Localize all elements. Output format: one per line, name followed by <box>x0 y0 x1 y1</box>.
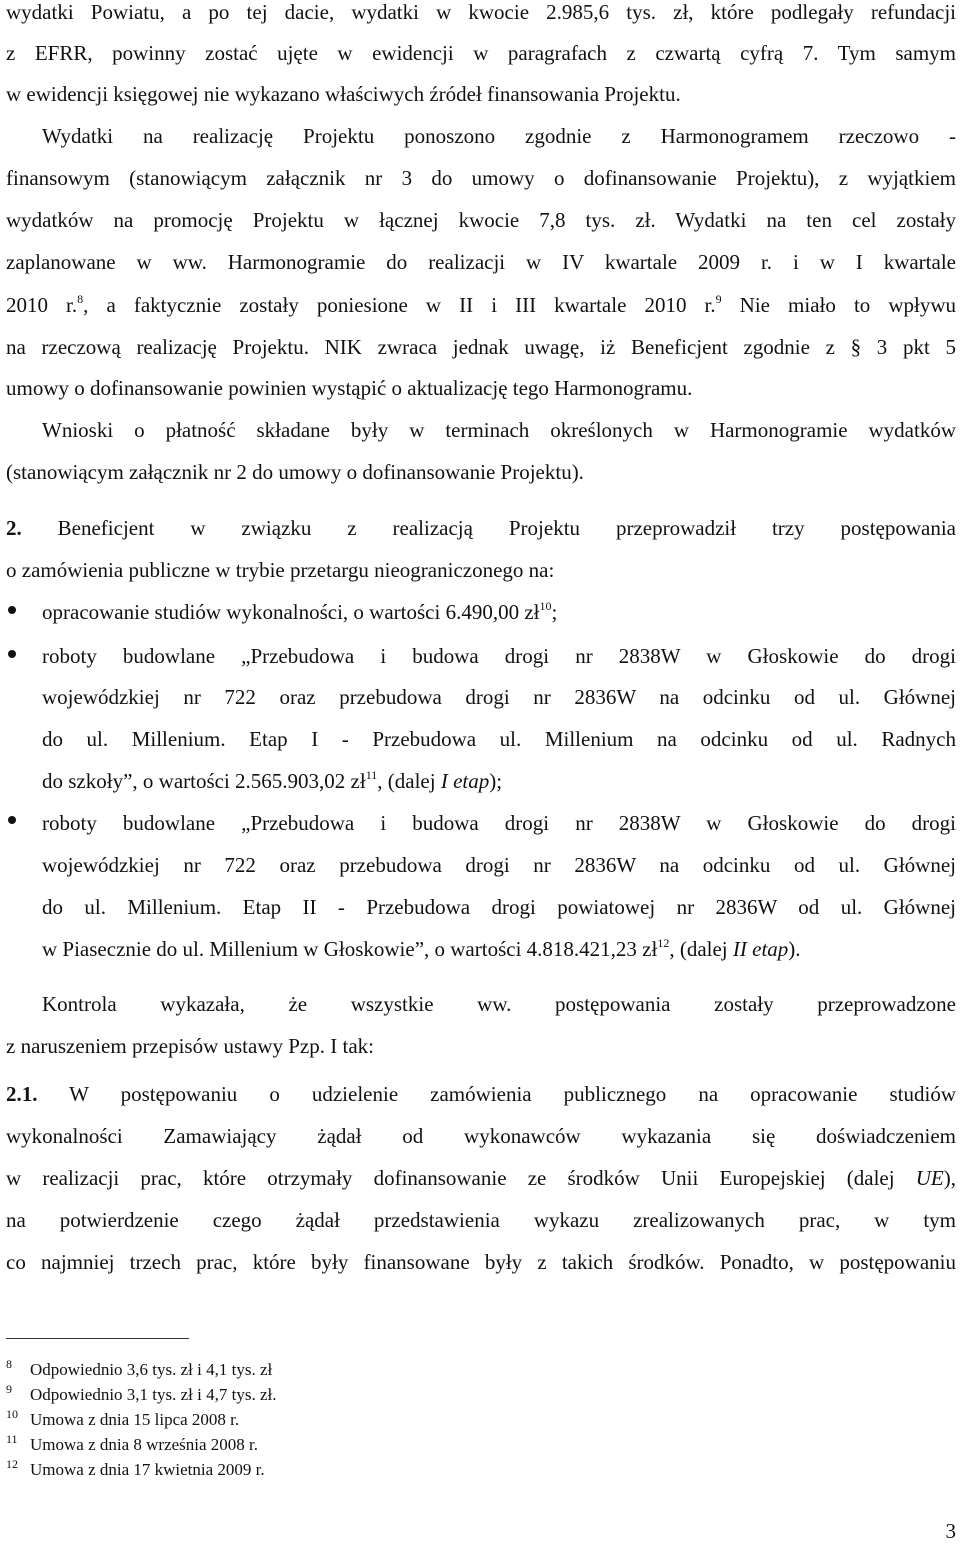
bullet-icon <box>8 816 16 824</box>
footnote: 10 Umowa z dnia 15 lipca 2008 r. <box>6 1407 240 1429</box>
text-line: z naruszeniem przepisów ustawy Pzp. I tak: <box>6 1034 374 1058</box>
text-line: w Piasecznie do ul. Millenium w Głoskowie”, o wartości 4.818.421,23 $zł^{12}$, (dalej II etap). <box>42 936 801 961</box>
bullet-icon <box>8 606 16 614</box>
page-number: 3 <box>945 1519 956 1543</box>
text-line: umowy o dofinansowanie powinien wystąpić o aktualizację tego Harmonogramu. <box>6 376 693 400</box>
section-number: 2. <box>6 516 22 540</box>
section-number: 2.1. <box>6 1082 38 1106</box>
text-line: o zamówienia publiczne w trybie przetargu nieograniczonego na: <box>6 558 555 582</box>
footnote: 11 Umowa z dnia 8 września 2008 r. <box>6 1432 259 1454</box>
footnote-ref[interactable]: 8 <box>77 292 84 306</box>
list-item: roboty budowlane „Przebudowa i budowa drogi nr 2838W w Głoskowie do drogi <box>42 811 956 835</box>
text-line: 2010 r.$^8$, a faktycznie zostały poniesione w II i III kwartale 2010 r.$^9$ Nie miało to wpływu <box>6 292 957 317</box>
list-item: roboty budowlane „Przebudowa i budowa drogi nr 2838W w Głoskowie do drogi <box>42 644 956 668</box>
text-line: do ul. Millenium. Etap II - Przebudowa drogi powiatowej nr 2836W od ul. Głównej <box>42 895 956 919</box>
text-line: do ul. Millenium. Etap I - Przebudowa ul. Millenium na odcinku od ul. Radnych <box>42 727 956 751</box>
text-line: w ewidencji księgowej nie wykazano właściwych źródeł finansowania Projektu. <box>6 82 681 106</box>
footnote-ref[interactable]: 11 <box>365 768 378 782</box>
list-item: opracowanie studiów wykonalności, o wartości 6.490,00 $zł^{10}$; <box>42 599 558 624</box>
text-line: 2.1. W postępowaniu o udzielenie zamówienia publicznego na opracowanie studiów <box>6 1082 956 1106</box>
text-line: co najmniej trzech prac, które były finansowane były z takich środków. Ponadto, w postępowaniu <box>6 1250 956 1274</box>
footnote: 12 Umowa z dnia 17 kwietnia 2009 r. <box>6 1457 265 1479</box>
text-line: Wydatki na realizację Projektu ponoszono zgodnie z Harmonogramem rzeczowo - <box>42 124 956 148</box>
text-line: zaplanowane w ww. Harmonogramie do realizacji w IV kwartale 2009 r. i w I kwartale <box>6 250 956 274</box>
text-line: z EFRR, powinny zostać ujęte w ewidencji w paragrafach z czwartą cyfrą 7. Tym samym <box>6 41 956 65</box>
text-line: Kontrola wykazała, że wszystkie ww. postępowania zostały przeprowadzone <box>42 992 956 1016</box>
bullet-icon <box>8 650 16 658</box>
text-line: finansowym (stanowiącym załącznik nr 3 do umowy o dofinansowanie Projektu), z wyjątkiem <box>6 166 956 190</box>
text-line: wydatki Powiatu, a po tej dacie, wydatki w kwocie 2.985,6 tys. zł, które podlegały refundacji <box>6 0 956 24</box>
text-line: Wnioski o płatność składane były w terminach określonych w Harmonogramie wydatków <box>42 418 956 442</box>
text-line: (stanowiącym załącznik nr 2 do umowy o dofinansowanie Projektu). <box>6 460 584 484</box>
text-line: wojewódzkiej nr 722 oraz przebudowa drogi nr 2836W na odcinku od ul. Głównej <box>42 853 956 877</box>
footnote-ref[interactable]: 9 <box>715 292 722 306</box>
footnote-ref[interactable]: 12 <box>657 936 670 950</box>
text-line: do szkoły”, o wartości 2.565.903,02 $zł^{11}$, (dalej I etap); <box>42 768 503 793</box>
text-line: w realizacji prac, które otrzymały dofinansowanie ze środków Unii Europejskiej (dalej UE), <box>6 1166 956 1190</box>
text-line: wykonalności Zamawiający żądał od wykonawców wykazania się doświadczeniem <box>6 1124 956 1148</box>
footnote-ref[interactable]: 10 <box>539 599 552 613</box>
text-line: na potwierdzenie czego żądał przedstawienia wykazu zrealizowanych prac, w tym <box>6 1208 956 1232</box>
footnote: 8 Odpowiednio 3,6 tys. zł i 4,1 tys. zł <box>6 1357 273 1379</box>
footnote: 9 Odpowiednio 3,1 tys. zł i 4,7 tys. zł. <box>6 1382 277 1404</box>
text-line: na rzeczową realizację Projektu. NIK zwraca jednak uwagę, iż Beneficjent zgodnie z § 3 pkt 5 <box>6 335 956 359</box>
text-line: wydatków na promocję Projektu w łącznej kwocie 7,8 tys. zł. Wydatki na ten cel zostały <box>6 208 956 232</box>
text-line: 2. Beneficjent w związku z realizacją Projektu przeprowadził trzy postępowania <box>6 516 956 540</box>
footnote-separator <box>6 1338 189 1339</box>
text-line: wojewódzkiej nr 722 oraz przebudowa drogi nr 2836W na odcinku od ul. Głównej <box>42 685 956 709</box>
